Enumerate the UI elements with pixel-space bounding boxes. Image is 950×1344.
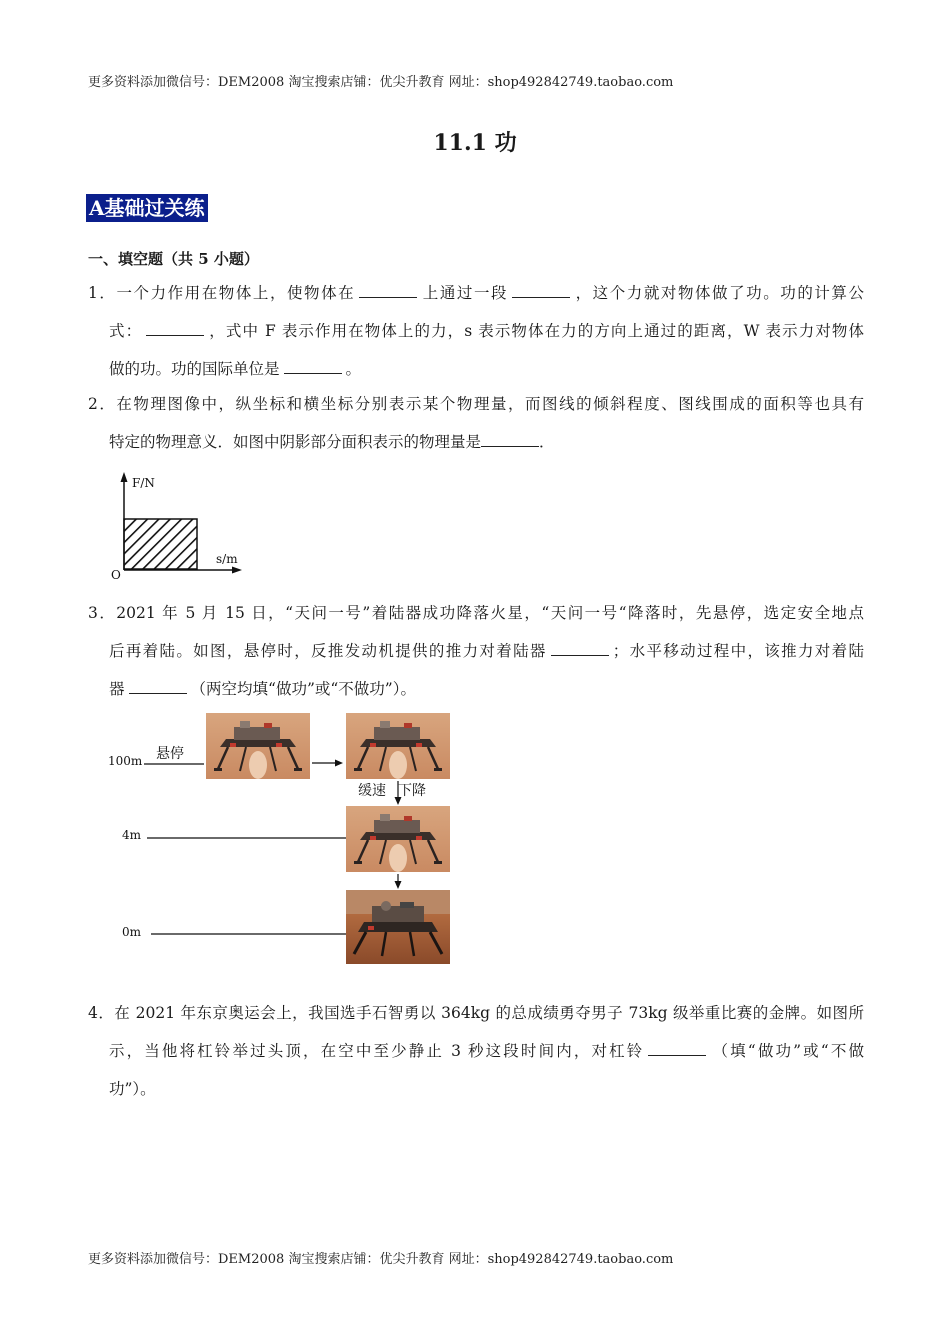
q3-text: 器 [109, 680, 125, 698]
lander-photo-slow-descent [346, 713, 450, 779]
q4-text: （填“做功”或“不做 [710, 1042, 865, 1060]
lander-photo-4m [346, 806, 450, 872]
origin-label: O [111, 568, 121, 582]
answer-blank[interactable] [512, 283, 570, 298]
q1-text: 1．一个力作用在物体上，使物体在 [88, 284, 356, 302]
q1-text: ，式中 F 表示作用在物体上的力，s 表示物体在力的方向上通过的距离，W 表示力对物体 [208, 322, 864, 340]
q3-text: （两空均填“做功”或“不做功”）。 [190, 680, 416, 698]
q1-text: 。 [345, 360, 362, 378]
answer-blank[interactable] [648, 1041, 706, 1056]
arrow-right-icon [335, 760, 343, 767]
x-axis-arrow-icon [232, 567, 242, 574]
part-heading: 一、填空题（共 5 小题） [88, 250, 259, 268]
question-2 [88, 385, 864, 461]
lander-photo-landed [346, 890, 450, 964]
lander-descent-figure [100, 708, 460, 970]
height-label-0m: 0m [122, 925, 142, 939]
q4-text: 4．在 2021 年东京奥运会上，我国选手石智勇以 364kg 的总成绩勇夺男子 73kg 级举重比赛的金牌。如图所 [88, 1004, 864, 1022]
q2-text: 特定的物理意义．如图中阴影部分面积表示的物理量是 [109, 433, 482, 451]
q1-text: ，这个力就对物体做了功。功的计算公 [574, 284, 864, 302]
page-footer: 更多资料添加微信号：DEM2008 淘宝搜索店铺：优尖升教育 网址：shop492842749.taobao.com [88, 1252, 674, 1267]
answer-blank[interactable] [481, 432, 539, 447]
q1-text: 做的功。功的国际单位是 [109, 360, 280, 378]
height-label-100m: 100m [108, 754, 143, 768]
shaded-area [124, 519, 197, 569]
q2-text: ． [539, 433, 555, 451]
answer-blank[interactable] [551, 641, 609, 656]
y-axis-arrow-icon [121, 472, 128, 482]
hover-label: 悬停 [156, 746, 184, 762]
question-3 [88, 594, 864, 708]
q3-text: ；水平移动过程中，该推力对着陆 [612, 642, 864, 660]
q4-text: 示，当他将杠铃举过头顶，在空中至少静止 3 秒这段时间内，对杠铃 [109, 1042, 645, 1060]
page-header: 更多资料添加微信号：DEM2008 淘宝搜索店铺：优尖升教育 网址：shop492842749.taobao.com [88, 75, 674, 90]
answer-blank[interactable] [359, 283, 417, 298]
q1-text: 式： [109, 322, 143, 340]
x-axis-label: s/m [216, 552, 238, 566]
section-banner: A基础过关练 [86, 194, 208, 222]
question-1 [88, 274, 864, 388]
question-4 [88, 994, 864, 1108]
force-distance-graph [105, 470, 250, 585]
answer-blank[interactable] [284, 359, 342, 374]
page-title: 11.1 功 [433, 130, 517, 156]
q3-text: 后再着陆。如图，悬停时，反推发动机提供的推力对着陆器 [109, 642, 547, 660]
q4-text: 功”）。 [109, 1080, 156, 1098]
height-label-4m: 4m [122, 828, 142, 842]
descend-label: 下降 [398, 783, 426, 799]
answer-blank[interactable] [146, 321, 204, 336]
q3-text: 3．2021 年 5 月 15 日，“天问一号”着陆器成功降落火星，“天问一号“降落时，先悬停，选定安全地点 [88, 604, 864, 622]
q2-text: 2．在物理图像中，纵坐标和横坐标分别表示某个物理量，而图线的倾斜程度、图线围成的面积等也具有 [88, 395, 864, 413]
lander-photo-hover [206, 713, 310, 779]
y-axis-label: F/N [132, 476, 155, 490]
q1-text: 上通过一段 [421, 284, 509, 302]
slow-label: 缓速 [358, 783, 386, 799]
arrow-down-icon [395, 881, 402, 889]
answer-blank[interactable] [129, 679, 187, 694]
